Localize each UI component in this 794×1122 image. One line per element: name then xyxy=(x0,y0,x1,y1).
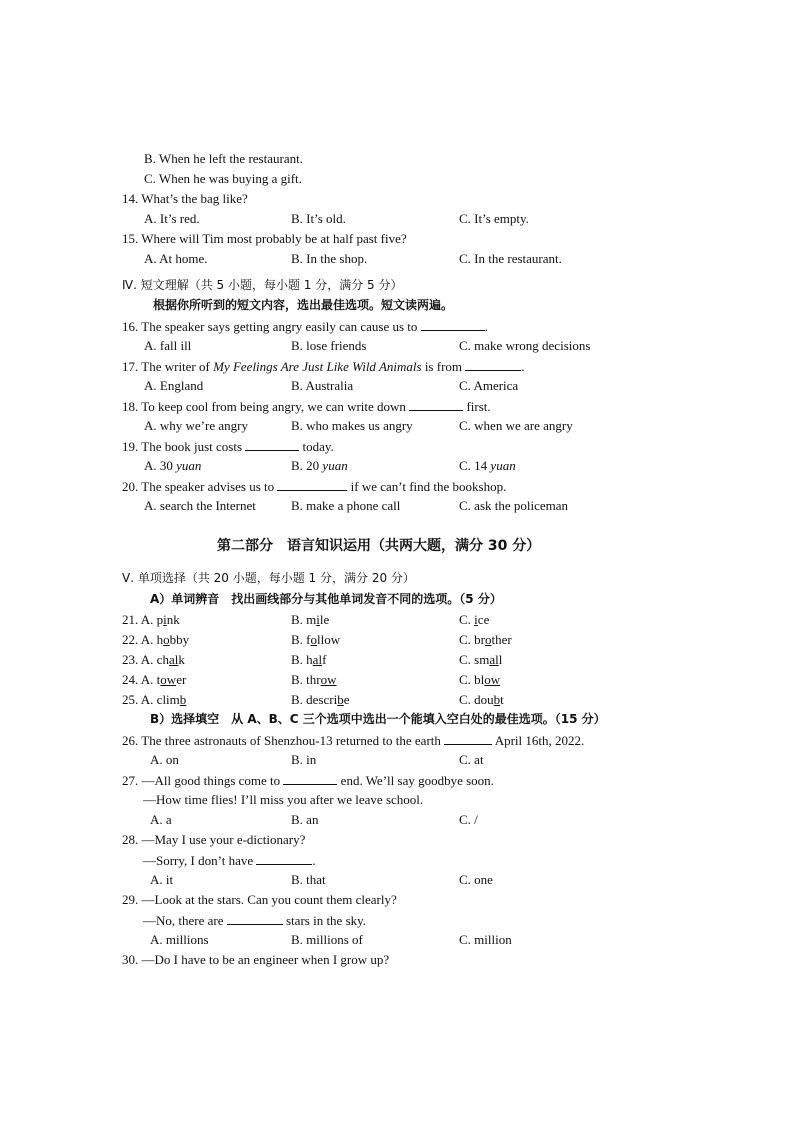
q20-options xyxy=(144,498,744,514)
q14-option-c: C. It’s empty. xyxy=(459,211,529,226)
q19-stem xyxy=(122,438,334,455)
q15-option-a: A. At home. xyxy=(144,251,208,266)
q16-stem-text: 16. The speaker says getting angry easily can cause us to xyxy=(122,319,418,334)
q28-option-c: C. one xyxy=(459,872,493,887)
q26-stem xyxy=(122,732,584,749)
section-4-title: Ⅳ. 短文理解（共 5 小题，每小题 1 分，满分 5 分） xyxy=(122,278,403,292)
answer-blank xyxy=(283,772,337,785)
q28-reply xyxy=(143,852,316,869)
answer-blank xyxy=(245,438,299,451)
q18-option-a: A. why we’re angry xyxy=(144,418,248,433)
answer-blank xyxy=(256,852,312,865)
q17-stem-end: . xyxy=(521,359,525,374)
q20-option-a: A. search the Internet xyxy=(144,498,256,513)
q24-option-a: 24. A. tower xyxy=(122,672,187,687)
q25-option-b: B. describe xyxy=(291,692,350,707)
q14-option-a: A. It’s red. xyxy=(144,211,200,226)
q29-option-b: B. millions of xyxy=(291,932,363,947)
q29-option-a: A. millions xyxy=(150,932,209,947)
q20-stem-end: if we can’t find the bookshop. xyxy=(350,479,507,494)
q18-options xyxy=(144,418,744,434)
q26-option-b: B. in xyxy=(291,752,317,767)
q18-stem xyxy=(122,398,491,415)
q18-stem-end: first. xyxy=(466,399,491,414)
q17-book-title: My Feelings Are Just Like Wild Animals xyxy=(213,359,422,374)
q29-options xyxy=(150,932,750,948)
q28-reply-text: —Sorry, I don’t have xyxy=(143,853,254,868)
q27-stem xyxy=(122,772,494,789)
q27-reply: —How time flies! I’ll miss you after we leave school. xyxy=(143,792,424,807)
q20-option-b: B. make a phone call xyxy=(291,498,401,513)
q17-stem-mid: is from xyxy=(424,359,463,374)
q28-reply-end: . xyxy=(312,853,316,868)
q29-option-c: C. million xyxy=(459,932,512,947)
q13-option-c: C. When he was buying a gift. xyxy=(144,171,302,186)
q17-option-b: B. Australia xyxy=(291,378,354,393)
q25-option-a: 25. A. climb xyxy=(122,692,187,707)
q27-option-c: C. / xyxy=(459,812,478,827)
q14-stem: 14. What’s the bag like? xyxy=(122,191,248,206)
q17-option-a: A. England xyxy=(144,378,204,393)
q17-stem xyxy=(122,358,525,375)
q23-option-c: C. small xyxy=(459,652,503,667)
q15-options xyxy=(144,251,744,267)
q24-option-c: C. blow xyxy=(459,672,501,687)
q24-option-b: B. throw xyxy=(291,672,337,687)
q16-option-a: A. fall ill xyxy=(144,338,192,353)
q16-option-b: B. lose friends xyxy=(291,338,367,353)
q19-stem-end: today. xyxy=(302,439,334,454)
q26-option-a: A. on xyxy=(150,752,179,767)
q22-option-c: C. brother xyxy=(459,632,512,647)
q27-stem-end: end. We’ll say goodbye soon. xyxy=(340,773,494,788)
q22-option-a: 22. A. hobby xyxy=(122,632,190,647)
q25-option-c: C. doubt xyxy=(459,692,504,707)
q15-stem: 15. Where will Tim most probably be at half past five? xyxy=(122,231,407,246)
q18-stem-text: 18. To keep cool from being angry, we can write down xyxy=(122,399,406,414)
answer-blank xyxy=(277,478,347,491)
q18-option-c: C. when we are angry xyxy=(459,418,573,433)
q14-options xyxy=(144,211,744,227)
q25-row xyxy=(122,692,742,708)
q19-option-b: B. 20 yuan xyxy=(291,458,348,473)
q20-stem-text: 20. The speaker advises us to xyxy=(122,479,275,494)
q30-stem: 30. —Do I have to be an engineer when I grow up? xyxy=(122,952,390,967)
section-5-title: Ⅴ. 单项选择（共 20 小题，每小题 1 分，满分 20 分） xyxy=(122,571,415,585)
q28-option-a: A. it xyxy=(150,872,174,887)
q19-stem-text: 19. The book just costs xyxy=(122,439,243,454)
q16-options xyxy=(144,338,744,354)
q26-stem-end: April 16th, 2022. xyxy=(494,733,585,748)
q19-option-c: C. 14 yuan xyxy=(459,458,516,473)
q21-option-a: 21. A. pink xyxy=(122,612,180,627)
part-2-title: 第二部分 语言知识运用（共两大题，满分 30 分） xyxy=(217,538,541,554)
q27-option-a: A. a xyxy=(150,812,172,827)
q16-stem xyxy=(122,318,488,335)
q29-stem: 29. —Look at the stars. Can you count them clearly? xyxy=(122,892,397,907)
q27-option-b: B. an xyxy=(291,812,319,827)
q28-options xyxy=(150,872,750,888)
q27-options xyxy=(150,812,750,828)
q26-options xyxy=(150,752,750,768)
answer-blank xyxy=(444,732,492,745)
q27-stem-text: 27. —All good things come to xyxy=(122,773,281,788)
q29-reply xyxy=(143,912,366,929)
q16-stem-end: . xyxy=(484,319,488,334)
q19-options xyxy=(144,458,744,474)
q23-option-a: 23. A. chalk xyxy=(122,652,185,667)
q13-option-b: B. When he left the restaurant. xyxy=(144,151,303,166)
q21-option-b: B. mile xyxy=(291,612,330,627)
q21-option-c: C. ice xyxy=(459,612,490,627)
q26-stem-text: 26. The three astronauts of Shenzhou-13 returned to the earth xyxy=(122,733,441,748)
q17-option-c: C. America xyxy=(459,378,519,393)
q23-option-b: B. half xyxy=(291,652,327,667)
q18-option-b: B. who makes us angry xyxy=(291,418,413,433)
answer-blank xyxy=(227,912,283,925)
q29-reply-text: —No, there are xyxy=(143,913,224,928)
answer-blank xyxy=(421,318,485,331)
q19-option-a: A. 30 yuan xyxy=(144,458,202,473)
q23-row xyxy=(122,652,742,668)
q21-row xyxy=(122,612,742,628)
q15-option-c: C. In the restaurant. xyxy=(459,251,562,266)
q29-reply-end: stars in the sky. xyxy=(286,913,367,928)
q22-row xyxy=(122,632,742,648)
answer-blank xyxy=(409,398,463,411)
q26-option-c: C. at xyxy=(459,752,484,767)
q20-option-c: C. ask the policeman xyxy=(459,498,569,513)
answer-blank xyxy=(465,358,521,371)
q20-stem xyxy=(122,478,506,495)
q14-option-b: B. It’s old. xyxy=(291,211,346,226)
section-4-instruction: 根据你所听到的短文内容，选出最佳选项。短文读两遍。 xyxy=(153,298,454,312)
section-5-part-b: B）选择填空 从 A、B、C 三个选项中选出一个能填入空白处的最佳选项。（15 分） xyxy=(150,712,606,726)
q17-stem-text: 17. The writer of xyxy=(122,359,210,374)
q24-row xyxy=(122,672,742,688)
section-5-part-a: A）单词辨音 找出画线部分与其他单词发音不同的选项。（5 分） xyxy=(150,592,502,606)
q28-stem: 28. —May I use your e-dictionary? xyxy=(122,832,306,847)
q16-option-c: C. make wrong decisions xyxy=(459,338,591,353)
q17-options xyxy=(144,378,744,394)
q28-option-b: B. that xyxy=(291,872,326,887)
q22-option-b: B. follow xyxy=(291,632,341,647)
q15-option-b: B. In the shop. xyxy=(291,251,368,266)
